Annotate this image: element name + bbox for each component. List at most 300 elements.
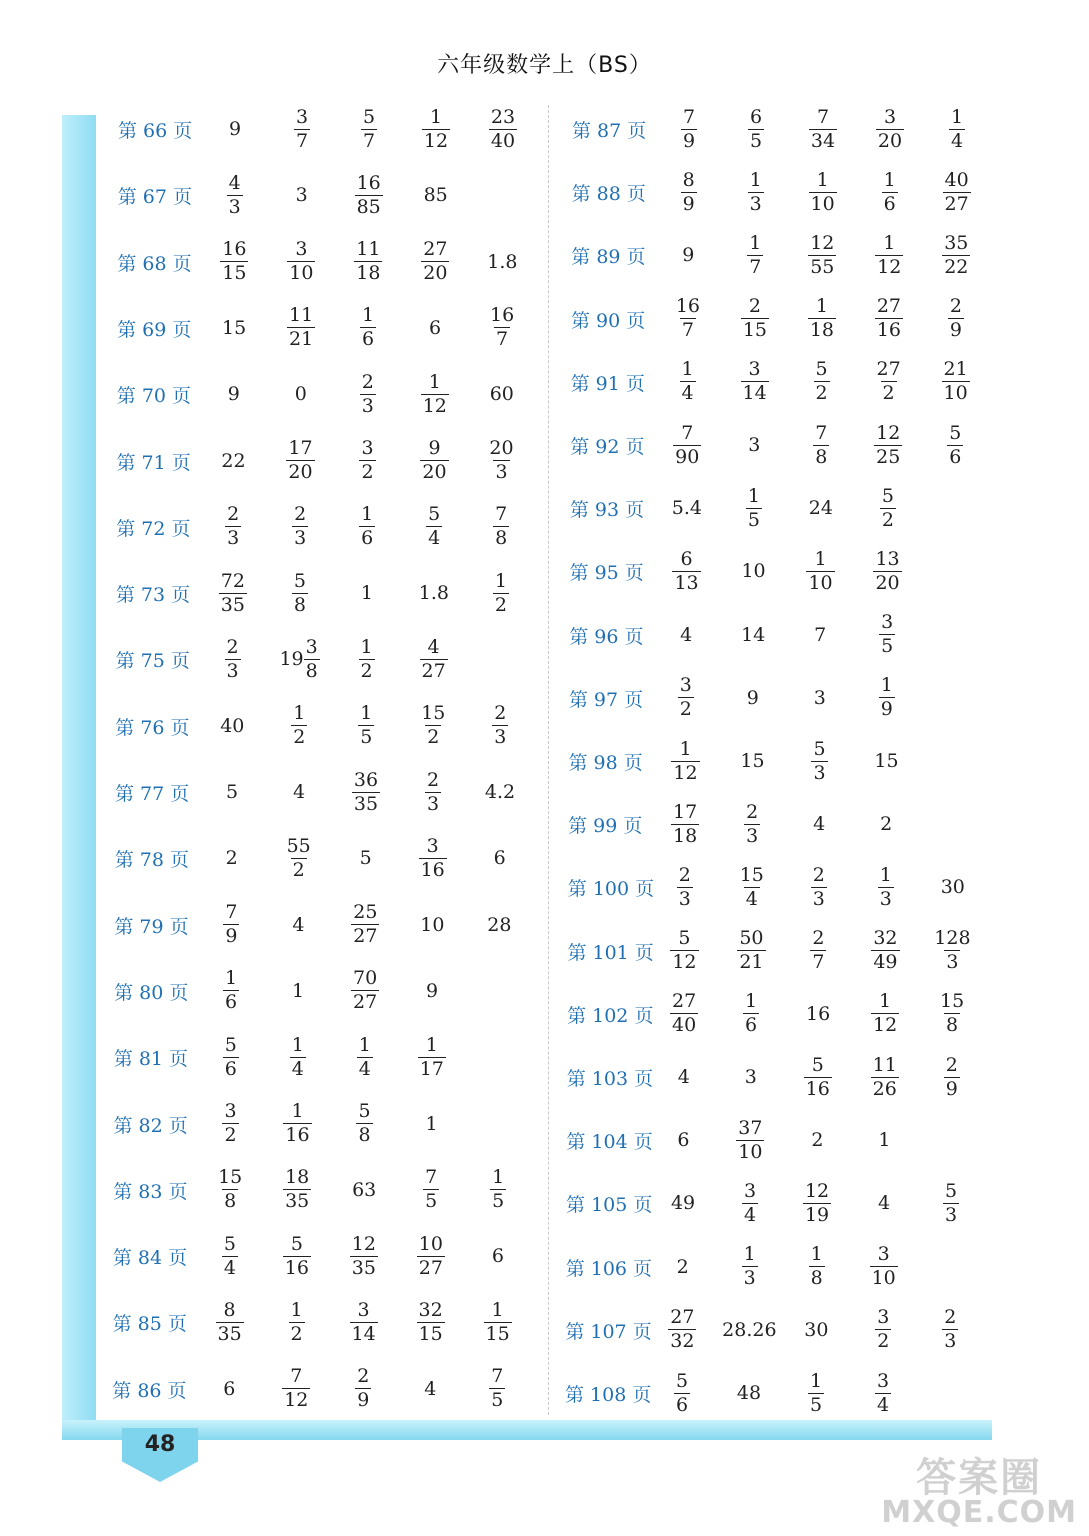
- fraction: [423, 1168, 439, 1211]
- numerator: 6: [749, 105, 763, 128]
- answer-cell: [850, 926, 920, 976]
- answer-cell: [263, 1099, 333, 1149]
- denominator: 15: [742, 319, 768, 342]
- answer-cell: [334, 104, 404, 154]
- denominator: 3: [494, 726, 507, 749]
- denominator: 5: [491, 1389, 504, 1412]
- numerator: 2: [226, 635, 239, 658]
- answer-row: [114, 1032, 534, 1082]
- answer-cell: [921, 294, 991, 344]
- fraction: [356, 1102, 372, 1145]
- answer-cell: [267, 170, 337, 220]
- fraction: [810, 929, 826, 972]
- answer-text: 4: [292, 913, 305, 936]
- denominator: 10: [943, 382, 968, 405]
- answer-text: 1: [878, 1129, 891, 1152]
- fraction: [421, 240, 449, 283]
- numerator: 27: [672, 990, 697, 1013]
- numerator: 2: [357, 1365, 370, 1388]
- answer-cell: [922, 104, 992, 154]
- answer-row: [570, 420, 990, 470]
- denominator: 5: [747, 508, 760, 531]
- denominator: 5: [881, 635, 894, 658]
- fraction: [223, 903, 239, 946]
- numerator: 1: [361, 503, 374, 526]
- column-divider: [548, 105, 549, 1415]
- answer-cell: [920, 420, 990, 470]
- denominator: 13: [674, 571, 699, 594]
- answer-row: [571, 294, 991, 344]
- answer-cell: [330, 1099, 400, 1149]
- numerator: 9: [428, 437, 441, 459]
- numerator: 5: [949, 421, 962, 444]
- answer-cell: [261, 1364, 331, 1414]
- fraction: [879, 676, 895, 719]
- numerator: 3: [877, 1243, 890, 1266]
- answer-cell: [782, 1115, 852, 1165]
- numerator: 5: [293, 569, 306, 592]
- fraction: [681, 168, 697, 215]
- denominator: 7: [681, 319, 694, 342]
- fraction: [742, 1245, 758, 1288]
- numerator: 3: [881, 611, 894, 634]
- denominator: 2: [290, 1322, 303, 1345]
- fraction: [809, 168, 837, 215]
- page-reference-label: 第 77 页: [115, 783, 190, 805]
- fraction: [874, 421, 902, 468]
- fraction: [811, 737, 827, 784]
- answer-cell: [787, 230, 857, 280]
- page-header: 六年级数学上（BS）: [437, 53, 652, 78]
- fraction: [746, 484, 762, 531]
- watermark-site-text: MXQE.COM: [881, 1495, 1077, 1530]
- denominator: 6: [362, 328, 375, 351]
- answer-text: 60: [489, 383, 514, 406]
- answer-cell: [851, 799, 921, 849]
- answer-cell: [651, 736, 721, 786]
- denominator: 34: [810, 129, 836, 152]
- numerator: 2: [678, 863, 691, 886]
- numerator: 1: [491, 1298, 504, 1321]
- numerator: 1: [494, 569, 507, 592]
- answer-cell: [330, 966, 400, 1016]
- numerator: 25: [353, 901, 378, 924]
- answer-cell: [333, 237, 403, 287]
- denominator: 35: [351, 1256, 376, 1279]
- denominator: 7: [812, 951, 825, 974]
- fraction: [417, 1232, 445, 1279]
- fraction: [289, 1298, 305, 1345]
- numerator: 4: [427, 635, 440, 658]
- numerator: 1: [290, 1298, 303, 1321]
- answer-cell: [396, 1165, 466, 1215]
- answer-text: 2: [811, 1129, 824, 1152]
- answer-cell: [266, 303, 336, 353]
- denominator: 2: [882, 382, 895, 405]
- fraction: [220, 240, 248, 283]
- page-reference-label: 第 87 页: [572, 120, 647, 142]
- fraction: [493, 569, 509, 616]
- page-reference-label: 第 76 页: [115, 716, 190, 739]
- answer-cell: [787, 294, 857, 344]
- numerator: 1: [879, 990, 892, 1013]
- answer-row: [116, 502, 536, 552]
- page-reference-label: 第 96 页: [569, 625, 644, 648]
- answer-cell: [785, 610, 855, 660]
- denominator: 2: [494, 593, 507, 616]
- denominator: 8: [358, 1124, 371, 1146]
- answer-text: 0: [294, 383, 307, 406]
- fraction: [949, 105, 965, 152]
- numerator: 2: [944, 1306, 957, 1329]
- fraction: [222, 1102, 238, 1145]
- answer-cell: [849, 1178, 919, 1228]
- fraction: [678, 676, 694, 719]
- denominator: 4: [745, 887, 758, 910]
- fraction: [803, 1179, 831, 1226]
- answer-cell: [329, 1297, 399, 1347]
- numerator: 1: [743, 1243, 756, 1266]
- page-reference-label: 第 79 页: [114, 915, 189, 938]
- numerator: 15: [421, 702, 446, 725]
- fraction: [489, 105, 517, 152]
- page-reference-label: 第 100 页: [567, 878, 655, 901]
- denominator: 9: [357, 1389, 370, 1412]
- denominator: 26: [872, 1077, 897, 1100]
- numerator: 37: [738, 1116, 763, 1139]
- answer-row: [569, 736, 989, 786]
- answer-cell: [464, 900, 534, 950]
- fraction: [358, 704, 374, 747]
- answer-cell: [265, 568, 335, 618]
- page-reference-label: 第 98 页: [568, 752, 643, 774]
- answer-cell: [717, 862, 787, 912]
- numerator: 5: [811, 1053, 824, 1076]
- numerator: 12: [351, 1232, 376, 1255]
- answer-cell: [649, 926, 719, 976]
- numerator: 1: [815, 295, 828, 318]
- denominator: 17: [419, 1057, 444, 1080]
- page-reference-label: 第 67 页: [117, 186, 192, 209]
- fraction: [417, 1298, 445, 1345]
- answer-text: 30: [804, 1318, 829, 1341]
- denominator: 6: [745, 1014, 758, 1037]
- answer-text: 4: [813, 813, 826, 836]
- numerator: 15: [940, 990, 965, 1013]
- answer-cell: [399, 634, 469, 684]
- numerator: 5: [223, 1232, 236, 1255]
- answer-text: 5: [225, 781, 239, 803]
- answer-cell: [787, 357, 857, 407]
- fraction: [880, 484, 896, 531]
- page-reference-label: 第 95 页: [569, 562, 644, 585]
- denominator: 25: [876, 445, 901, 468]
- fraction: [360, 370, 376, 417]
- page-reference-label: 第 69 页: [117, 318, 192, 341]
- answer-cell: [465, 833, 535, 883]
- fraction: [942, 231, 970, 278]
- answer-cell: [921, 230, 991, 280]
- page-reference-label: 第 101 页: [567, 941, 654, 964]
- answer-row: [571, 357, 991, 407]
- answer-cell: [721, 104, 791, 154]
- numerator: 7: [425, 1166, 438, 1189]
- answer-text: 4.2: [484, 781, 516, 803]
- fraction: [359, 439, 375, 482]
- denominator: 2: [815, 382, 828, 405]
- answer-cell: [265, 502, 335, 552]
- fraction: [875, 297, 903, 340]
- answer-cell: [653, 357, 723, 407]
- denominator: 21: [739, 951, 764, 974]
- denominator: 2: [293, 726, 306, 749]
- answer-cell: [332, 568, 402, 618]
- answer-cell: [852, 736, 922, 786]
- fraction: [671, 737, 699, 784]
- answer-row: [115, 833, 535, 883]
- denominator: 8: [293, 593, 306, 616]
- answer-cell: [328, 1364, 398, 1414]
- denominator: 27: [944, 192, 969, 215]
- fraction: [286, 439, 314, 482]
- denominator: 12: [873, 1014, 898, 1037]
- answer-cell: [466, 568, 536, 618]
- denominator: 9: [682, 129, 696, 152]
- answer-cell: [653, 294, 723, 344]
- numerator: 7: [290, 1365, 303, 1388]
- numerator: 5: [678, 927, 691, 950]
- answer-cell: [853, 546, 923, 596]
- answer-cell: [395, 1364, 465, 1414]
- answer-text: 4: [677, 1066, 690, 1088]
- denominator: 3: [426, 792, 440, 815]
- page-reference-label: 第 75 页: [115, 650, 190, 673]
- numerator: 17: [288, 437, 313, 459]
- answer-cell: [198, 634, 268, 684]
- answer-cell: [334, 170, 404, 220]
- fraction: [355, 1367, 371, 1410]
- fraction: [748, 168, 764, 215]
- numerator: 3: [748, 358, 761, 381]
- fraction: [875, 1308, 891, 1351]
- answer-text: 15: [740, 750, 765, 772]
- denominator: 21: [289, 328, 314, 351]
- denominator: 12: [672, 951, 697, 974]
- numerator: 1: [810, 1243, 823, 1266]
- denominator: 8: [224, 1190, 237, 1213]
- denominator: 2: [427, 726, 440, 749]
- answer-row: [566, 1242, 986, 1292]
- numerator: 16: [490, 304, 515, 327]
- page-reference-label: 第 72 页: [116, 517, 191, 540]
- answer-row: [114, 966, 534, 1016]
- answer-cell: [332, 502, 402, 552]
- page-reference-label: 第 89 页: [571, 246, 646, 269]
- denominator: 2: [877, 1330, 890, 1353]
- page-reference-label: 第 104 页: [566, 1131, 653, 1154]
- page-reference-label: 第 82 页: [113, 1114, 188, 1137]
- denominator: 20: [423, 262, 448, 285]
- answer-text: 3: [813, 686, 826, 709]
- fraction: [947, 421, 963, 468]
- denominator: 12: [877, 255, 902, 278]
- denominator: 2: [292, 858, 305, 881]
- fraction: [355, 171, 383, 218]
- fraction: [738, 863, 766, 910]
- numerator: 1: [745, 990, 758, 1013]
- answer-cell: [851, 862, 921, 912]
- answer-text: 63: [352, 1178, 377, 1201]
- answer-cell: [329, 1231, 399, 1281]
- answer-cell: [263, 966, 333, 1016]
- fraction: [943, 168, 971, 215]
- answer-cell: [401, 104, 471, 154]
- answer-cell: [467, 237, 537, 287]
- answer-text: 10: [420, 913, 445, 936]
- answer-cell: [715, 1115, 785, 1165]
- answer-row: [568, 799, 988, 849]
- answer-cell: [331, 701, 401, 751]
- answer-cell: [196, 900, 266, 950]
- fraction: [748, 105, 764, 152]
- answer-cell: [848, 1305, 918, 1355]
- fraction: [223, 969, 239, 1012]
- fraction: [944, 1053, 960, 1100]
- fraction: [225, 505, 241, 548]
- denominator: 27: [421, 659, 446, 682]
- answer-row: [117, 237, 537, 287]
- denominator: 5: [809, 1393, 823, 1416]
- numerator: 7: [495, 503, 508, 526]
- numerator: 27: [423, 238, 448, 261]
- numerator: 3: [357, 1298, 370, 1321]
- answer-cell: [781, 1368, 851, 1418]
- numerator: 3: [224, 1100, 237, 1122]
- answer-text: 9: [228, 118, 242, 140]
- fraction: [492, 704, 508, 747]
- page-reference-label: 第 105 页: [566, 1194, 653, 1217]
- answer-text: 15: [874, 750, 899, 772]
- page-reference-label: 第 102 页: [567, 1004, 654, 1027]
- numerator: 1: [360, 635, 373, 658]
- fraction: [283, 1168, 311, 1211]
- fraction: [219, 569, 247, 616]
- numerator: 2: [746, 800, 759, 823]
- denominator: 2: [881, 508, 894, 531]
- answer-cell: [855, 104, 925, 154]
- numerator: 1: [681, 358, 694, 381]
- denominator: 10: [810, 192, 835, 215]
- fraction: [674, 1369, 690, 1416]
- page-reference-label: 第 68 页: [117, 252, 192, 275]
- answer-cell: [197, 701, 267, 751]
- fraction: [875, 1369, 891, 1416]
- whole-part: 19: [279, 648, 304, 671]
- denominator: 35: [285, 1190, 310, 1213]
- answer-cell: [401, 170, 471, 220]
- fraction: [743, 992, 759, 1035]
- answer-cell: [398, 701, 468, 751]
- numerator: 35: [944, 231, 969, 254]
- denominator: 27: [353, 991, 378, 1014]
- numerator: 1: [880, 674, 893, 697]
- denominator: 27: [353, 925, 378, 948]
- fraction: [875, 231, 903, 278]
- fraction: [741, 297, 769, 340]
- denominator: 7: [749, 255, 762, 278]
- answer-cell: [333, 436, 403, 486]
- answer-cell: [399, 502, 469, 552]
- numerator: 2: [949, 295, 962, 318]
- fraction: [420, 635, 448, 682]
- denominator: 8: [810, 1267, 823, 1290]
- numerator: 16: [675, 295, 701, 318]
- numerator: 23: [490, 105, 516, 128]
- answer-cell: [783, 1052, 853, 1102]
- numerator: 3: [679, 674, 692, 697]
- fraction: [737, 929, 765, 972]
- answer-cell: [783, 989, 853, 1039]
- watermark-logo-text: 答案圈: [916, 1455, 1043, 1501]
- answer-cell: [195, 1165, 265, 1215]
- answer-cell: [849, 1115, 919, 1165]
- answer-text: 24: [808, 497, 833, 520]
- denominator: 10: [808, 571, 833, 594]
- fraction: [418, 1033, 446, 1080]
- denominator: 4: [744, 1203, 757, 1226]
- numerator: 3: [305, 635, 318, 658]
- denominator: 16: [420, 858, 445, 881]
- denominator: 10: [738, 1140, 763, 1163]
- answer-cell: [194, 1364, 264, 1414]
- denominator: 3: [749, 192, 762, 215]
- answer-cell: [649, 989, 719, 1039]
- denominator: 20: [877, 129, 903, 152]
- page-reference-label: 第 93 页: [569, 499, 645, 522]
- answer-cell: [333, 303, 403, 353]
- answer-text: 28: [487, 913, 512, 936]
- answer-row: [114, 900, 534, 950]
- answer-cell: [330, 900, 400, 950]
- numerator: 4: [228, 171, 241, 194]
- fraction: [359, 505, 375, 548]
- denominator: 3: [678, 887, 691, 910]
- numerator: 11: [289, 304, 314, 327]
- answer-text: 49: [670, 1192, 696, 1215]
- answer-row: [572, 104, 992, 154]
- page-reference-label: 第 66 页: [118, 120, 193, 142]
- numerator: 7: [491, 1365, 504, 1388]
- numerator: 2: [812, 863, 825, 886]
- answer-cell: [716, 1052, 786, 1102]
- denominator: 27: [418, 1256, 443, 1279]
- answer-cell: [332, 634, 402, 684]
- answer-cell: [462, 1364, 532, 1414]
- fraction: [487, 439, 515, 482]
- numerator: 2: [227, 503, 240, 526]
- answer-cell: [917, 1052, 987, 1102]
- answer-cell: [262, 1297, 332, 1347]
- fraction: [216, 1168, 244, 1211]
- answer-cell: [788, 167, 858, 217]
- answer-text: 3: [744, 1066, 757, 1088]
- answer-cell: [649, 1052, 719, 1102]
- answer-text: 4: [292, 781, 306, 803]
- answer-cell: [197, 767, 267, 817]
- numerator: 1: [747, 484, 760, 507]
- answer-cell: [854, 357, 924, 407]
- numerator: 3: [361, 437, 374, 459]
